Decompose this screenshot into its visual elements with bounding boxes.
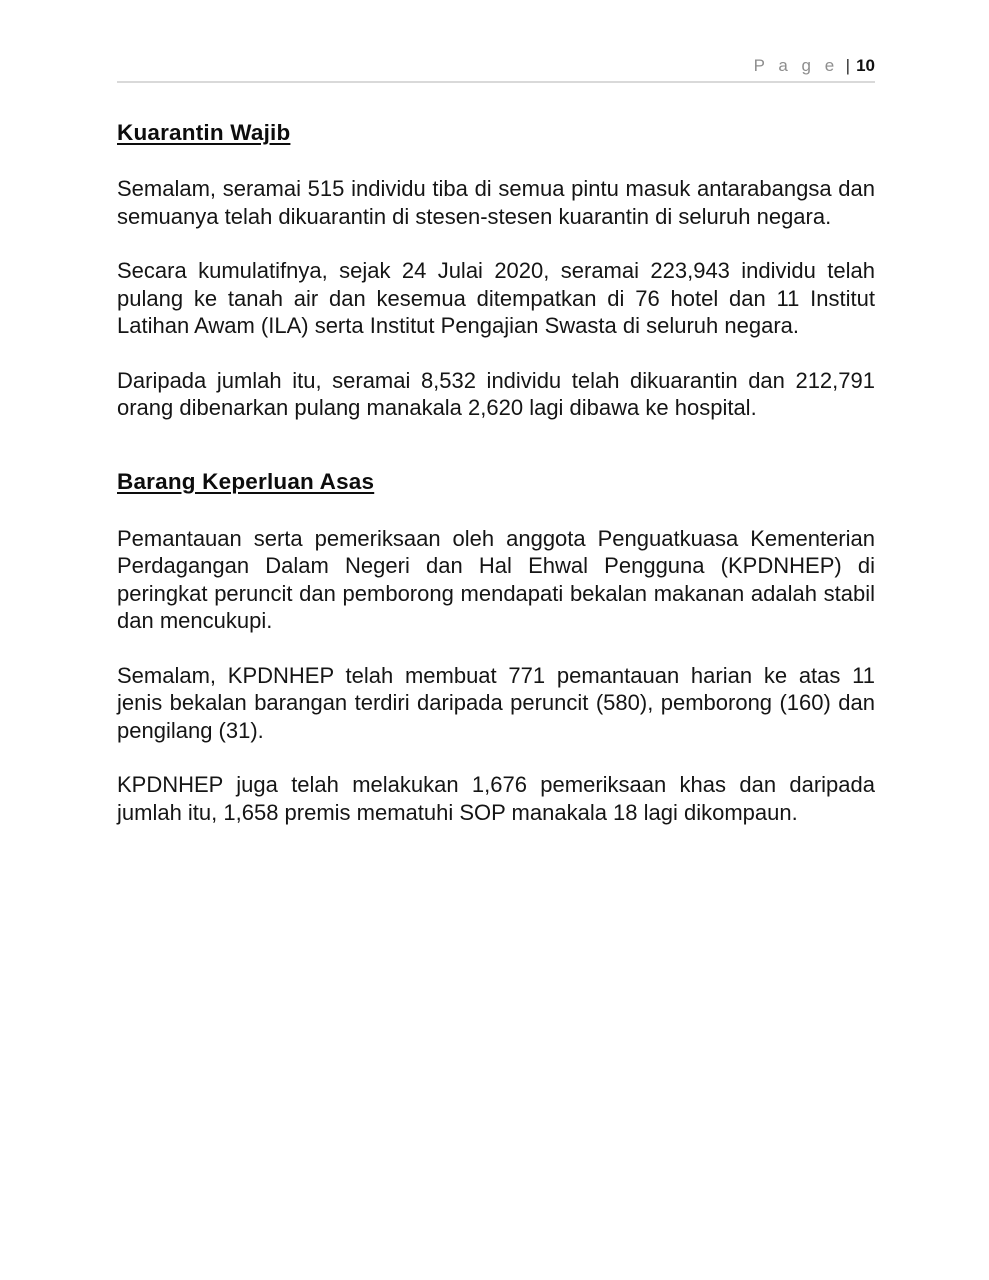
section-heading-barang-keperluan-asas: Barang Keperluan Asas bbox=[117, 468, 375, 494]
page-header-separator: | bbox=[845, 56, 851, 75]
paragraph: Daripada jumlah itu, seramai 8,532 individu telah dikuarantin dan 212,791 orang dibenarkan pulang manakala 2,620 lagi dibawa ke hospital. bbox=[117, 367, 875, 420]
section-heading-kuarantin-wajib: Kuarantin Wajib bbox=[117, 120, 291, 145]
page-header-label: P a g e bbox=[753, 56, 839, 75]
paragraph: Pemantauan serta pemeriksaan oleh anggota Penguatkuasa Kementerian Perdagangan Dalam Negeri dan Hal Ehwal Pengguna (KPDNHEP) di peringkat peruncit dan pemborong mendapati bekalan makanan adalah stabil dan mencukupi. bbox=[117, 525, 875, 633]
page-number: 10 bbox=[856, 56, 875, 75]
page-header bbox=[117, 0, 875, 83]
paragraph: KPDNHEP juga telah melakukan 1,676 pemeriksaan khas dan daripada jumlah itu, 1,658 premis mematuhi SOP manakala 18 lagi dikompaun. bbox=[117, 772, 875, 825]
paragraph: Semalam, KPDNHEP telah membuat 771 pemantauan harian ke atas 11 jenis bekalan barangan terdiri daripada peruncit (580), pemborong (160) dan pengilang (31). bbox=[117, 662, 875, 743]
paragraph: Semalam, seramai 515 individu tiba di semua pintu masuk antarabangsa dan semuanya telah dikuarantin di stesen-stesen kuarantin di seluruh negara. bbox=[117, 176, 875, 229]
paragraph: Secara kumulatifnya, sejak 24 Julai 2020, seramai 223,943 individu telah pulang ke tanah air dan kesemua ditempatkan di 76 hotel dan 11 Institut Latihan Awam (ILA) serta Institut Pengajian Swasta di seluruh negara. bbox=[117, 258, 875, 338]
